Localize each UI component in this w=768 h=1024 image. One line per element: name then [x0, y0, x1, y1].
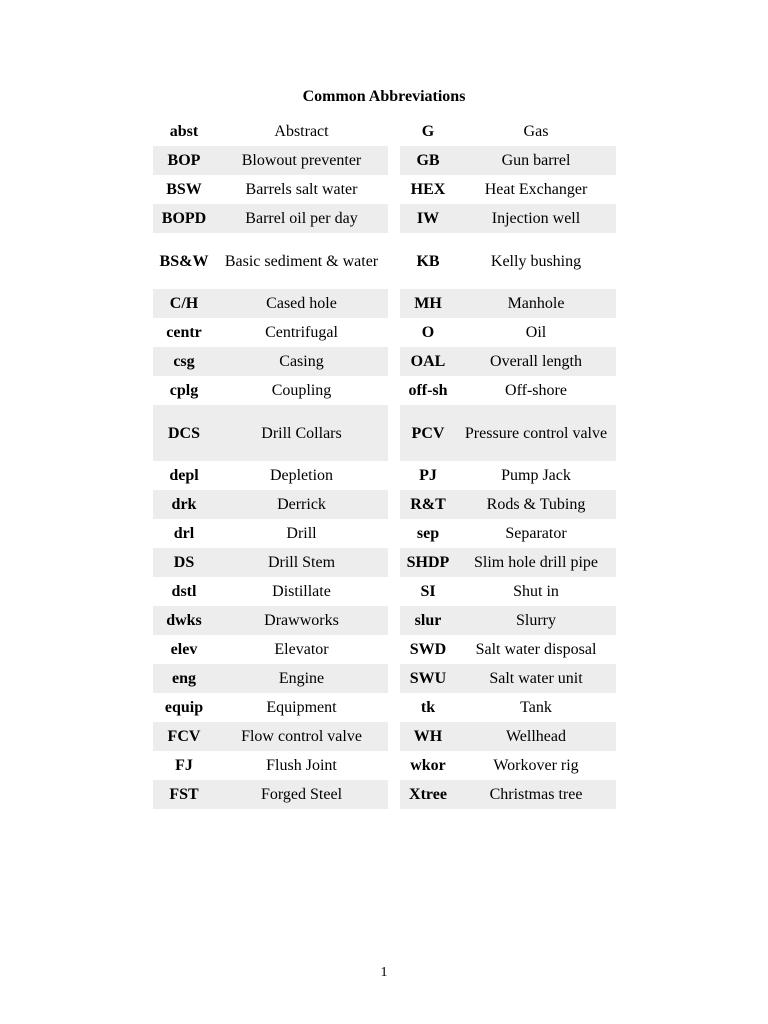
right-abbreviation: SI — [420, 583, 436, 600]
left-abbreviation: dstl — [171, 583, 197, 600]
left-abbreviation: BSW — [166, 181, 202, 198]
column-gap — [388, 519, 400, 548]
right-abbreviation: IW — [400, 204, 456, 233]
table-row — [153, 289, 616, 318]
right-meaning: Separator — [505, 525, 567, 542]
right-meaning: Heat Exchanger — [484, 181, 588, 198]
table-row — [153, 233, 616, 289]
column-gap — [388, 693, 400, 722]
left-abbreviation: DS — [153, 548, 215, 577]
left-abbreviation: FST — [153, 780, 215, 809]
right-meaning: Rods & Tubing — [456, 490, 616, 519]
table-row — [153, 577, 616, 606]
right-abbreviation: PJ — [419, 467, 437, 484]
left-abbreviation: FCV — [153, 722, 215, 751]
left-abbreviation: BS&W — [159, 252, 209, 270]
left-meaning: Drill — [286, 525, 317, 542]
table-row — [153, 635, 616, 664]
table-row — [153, 780, 616, 809]
column-gap — [388, 751, 400, 780]
left-meaning: Centrifugal — [265, 324, 338, 341]
table-row — [153, 318, 616, 347]
column-gap — [388, 175, 400, 204]
column-gap — [388, 548, 400, 577]
right-meaning: Shut in — [513, 583, 559, 600]
left-abbreviation: centr — [166, 324, 202, 341]
left-abbreviation: C/H — [153, 289, 215, 318]
table-row — [153, 693, 616, 722]
table-row — [153, 405, 616, 461]
left-meaning: Engine — [215, 664, 388, 693]
right-abbreviation: HEX — [410, 181, 446, 198]
left-meaning: Basic sediment & water — [224, 252, 379, 270]
left-meaning: Coupling — [271, 382, 332, 399]
table-row — [153, 722, 616, 751]
table-row — [153, 204, 616, 233]
table-row — [153, 146, 616, 175]
right-abbreviation: sep — [416, 525, 440, 542]
right-abbreviation: wkor — [410, 757, 446, 774]
column-gap — [388, 347, 400, 376]
right-meaning: Off-shore — [505, 382, 567, 399]
left-meaning: Cased hole — [215, 289, 388, 318]
column-gap — [388, 461, 400, 490]
left-abbreviation: FJ — [175, 757, 193, 774]
table-row — [153, 751, 616, 780]
right-abbreviation: off-sh — [408, 382, 448, 399]
right-abbreviation: PCV — [400, 405, 456, 461]
right-meaning: Overall length — [456, 347, 616, 376]
table-row — [153, 461, 616, 490]
left-meaning: Flow control valve — [215, 722, 388, 751]
right-abbreviation: G — [421, 123, 435, 140]
right-meaning: Salt water unit — [456, 664, 616, 693]
column-gap — [388, 289, 400, 318]
right-abbreviation: O — [421, 324, 435, 341]
left-abbreviation: cplg — [169, 382, 199, 399]
right-meaning: Slurry — [456, 606, 616, 635]
right-abbreviation: KB — [416, 252, 440, 270]
table-row — [153, 175, 616, 204]
column-gap — [388, 204, 400, 233]
right-abbreviation: SWD — [409, 641, 447, 658]
left-meaning: Barrels salt water — [245, 181, 358, 198]
right-meaning: Injection well — [456, 204, 616, 233]
left-abbreviation: dwks — [153, 606, 215, 635]
left-meaning: Abstract — [274, 123, 329, 140]
column-gap — [388, 405, 400, 461]
right-meaning: Salt water disposal — [475, 641, 597, 658]
right-meaning: Kelly bushing — [490, 252, 582, 270]
table-row — [153, 117, 616, 146]
left-abbreviation: drk — [153, 490, 215, 519]
left-meaning: Drill Stem — [215, 548, 388, 577]
left-meaning: Blowout preventer — [215, 146, 388, 175]
left-abbreviation: BOPD — [153, 204, 215, 233]
right-meaning: Gun barrel — [456, 146, 616, 175]
column-gap — [388, 318, 400, 347]
table-row — [153, 519, 616, 548]
column-gap — [388, 233, 400, 289]
column-gap — [388, 490, 400, 519]
column-gap — [388, 146, 400, 175]
right-meaning: Workover rig — [493, 757, 579, 774]
left-abbreviation: DCS — [153, 405, 215, 461]
column-gap — [388, 376, 400, 405]
abbreviations-table — [153, 117, 616, 809]
table-row — [153, 490, 616, 519]
table-row — [153, 347, 616, 376]
left-meaning: Flush Joint — [266, 757, 337, 774]
right-abbreviation: MH — [400, 289, 456, 318]
left-abbreviation: depl — [169, 467, 199, 484]
left-meaning: Forged Steel — [215, 780, 388, 809]
left-meaning: Drawworks — [215, 606, 388, 635]
left-meaning: Barrel oil per day — [215, 204, 388, 233]
right-abbreviation: OAL — [400, 347, 456, 376]
right-abbreviation: tk — [420, 699, 436, 716]
left-abbreviation: elev — [170, 641, 198, 658]
column-gap — [388, 577, 400, 606]
left-abbreviation: BOP — [153, 146, 215, 175]
left-abbreviation: equip — [164, 699, 204, 716]
page-number: 1 — [380, 965, 388, 980]
table-row — [153, 664, 616, 693]
right-abbreviation: R&T — [400, 490, 456, 519]
right-abbreviation: slur — [400, 606, 456, 635]
right-meaning: Wellhead — [456, 722, 616, 751]
left-meaning: Elevator — [274, 641, 329, 658]
page-title: Common Abbreviations — [302, 88, 466, 105]
column-gap — [388, 664, 400, 693]
right-abbreviation: GB — [400, 146, 456, 175]
left-abbreviation: abst — [169, 123, 199, 140]
right-abbreviation: SHDP — [400, 548, 456, 577]
left-meaning: Drill Collars — [215, 405, 388, 461]
right-meaning: Slim hole drill pipe — [456, 548, 616, 577]
right-meaning: Pump Jack — [501, 467, 571, 484]
table-row — [153, 606, 616, 635]
right-meaning: Gas — [523, 123, 549, 140]
column-gap — [388, 780, 400, 809]
right-meaning: Oil — [525, 324, 547, 341]
left-abbreviation: drl — [173, 525, 195, 542]
right-abbreviation: WH — [400, 722, 456, 751]
left-abbreviation: csg — [153, 347, 215, 376]
column-gap — [388, 722, 400, 751]
left-meaning: Distillate — [272, 583, 331, 600]
right-meaning: Christmas tree — [456, 780, 616, 809]
right-meaning: Manhole — [456, 289, 616, 318]
column-gap — [388, 117, 400, 146]
left-meaning: Casing — [215, 347, 388, 376]
left-meaning: Equipment — [266, 699, 337, 716]
left-meaning: Depletion — [269, 467, 334, 484]
table-row — [153, 548, 616, 577]
column-gap — [388, 635, 400, 664]
left-meaning: Derrick — [215, 490, 388, 519]
right-meaning: Tank — [520, 699, 552, 716]
left-abbreviation: eng — [153, 664, 215, 693]
right-abbreviation: SWU — [400, 664, 456, 693]
right-abbreviation: Xtree — [400, 780, 456, 809]
column-gap — [388, 606, 400, 635]
right-meaning: Pressure control valve — [456, 405, 616, 461]
table-row — [153, 376, 616, 405]
